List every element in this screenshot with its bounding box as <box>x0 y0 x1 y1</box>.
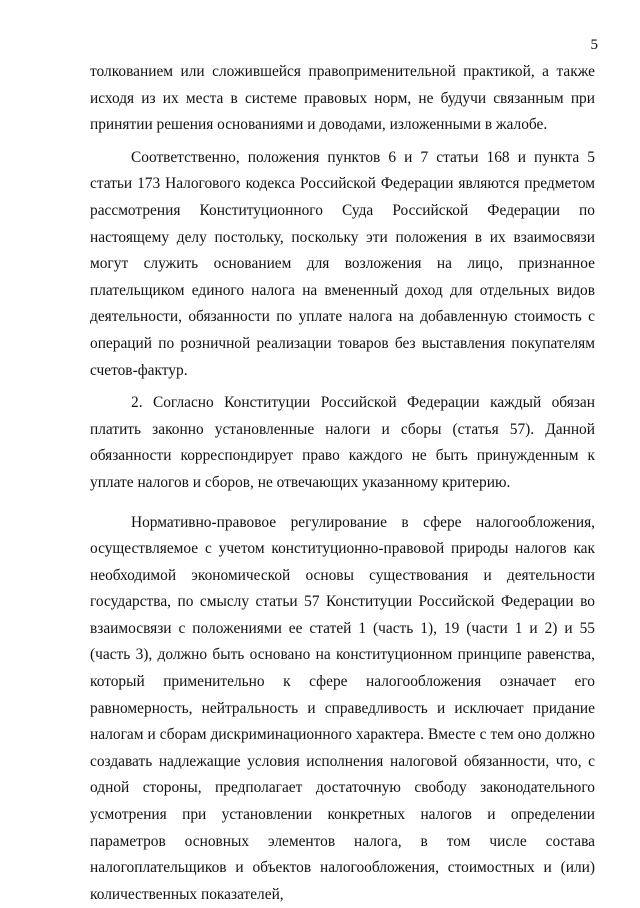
paragraph-continuation: толкованием или сложившейся правоприменительной практикой, а также исходя из их места в системе правовых норм, не будучи связанным при принятии решения основаниями и доводами, изложенными в жалобе. <box>90 59 595 139</box>
paragraph-subject-of-review: Соответственно, положения пунктов 6 и 7 статьи 168 и пункта 5 статьи 173 Налогового кодекса Российской Федерации являются предметом рассмотрения Конституционного Суда Российской Федерации по настоящему делу постольку, поскольку эти положения в их взаимосвязи могут служить основанием для возложения на лицо, признанное плательщиком единого налога на вмененный доход для отдельных видов деятельности, обязанности по уплате налога на добавленную стоимость с операций по розничной реализации товаров без выставления покупателям счетов-фактур. <box>90 145 595 384</box>
paragraph-regulatory-principles: Нормативно-правовое регулирование в сфере налогообложения, осуществляемое с учетом конституционно-правовой природы налогов как необходимой экономической основы существования и деятельности государства, по смыслу статьи 57 Конституции Российской Федерации во взаимосвязи с положениями ее статей 1 (часть 1), 19 (части 1 и 2) и 55 (часть 3), должно быть основано на конституционном принципе равенства, который применительно к сфере налогообложения означает его равномерность, нейтральность и справедливость и исключает придание налогам и сборам дискриминационного характера. Вместе с тем оно должно создавать надлежащие условия исполнения налоговой обязанности, что, с одной стороны, предполагает достаточную свободу законодательного усмотрения при установлении конкретных налогов и определении параметров основных элементов налога, в том числе состава налогоплательщиков и объектов налогообложения, стоимостных и (или) количественных показателей, <box>90 510 595 908</box>
document-body <box>90 59 595 908</box>
page-number: 5 <box>591 36 599 54</box>
paragraph-tax-obligation: 2. Согласно Конституции Российской Федерации каждый обязан платить законно установленные налоги и сборы (статья 57). Данной обязанности корреспондирует право каждого не быть принужденным к уплате налогов и сборов, не отвечающих указанному критерию. <box>90 390 595 496</box>
